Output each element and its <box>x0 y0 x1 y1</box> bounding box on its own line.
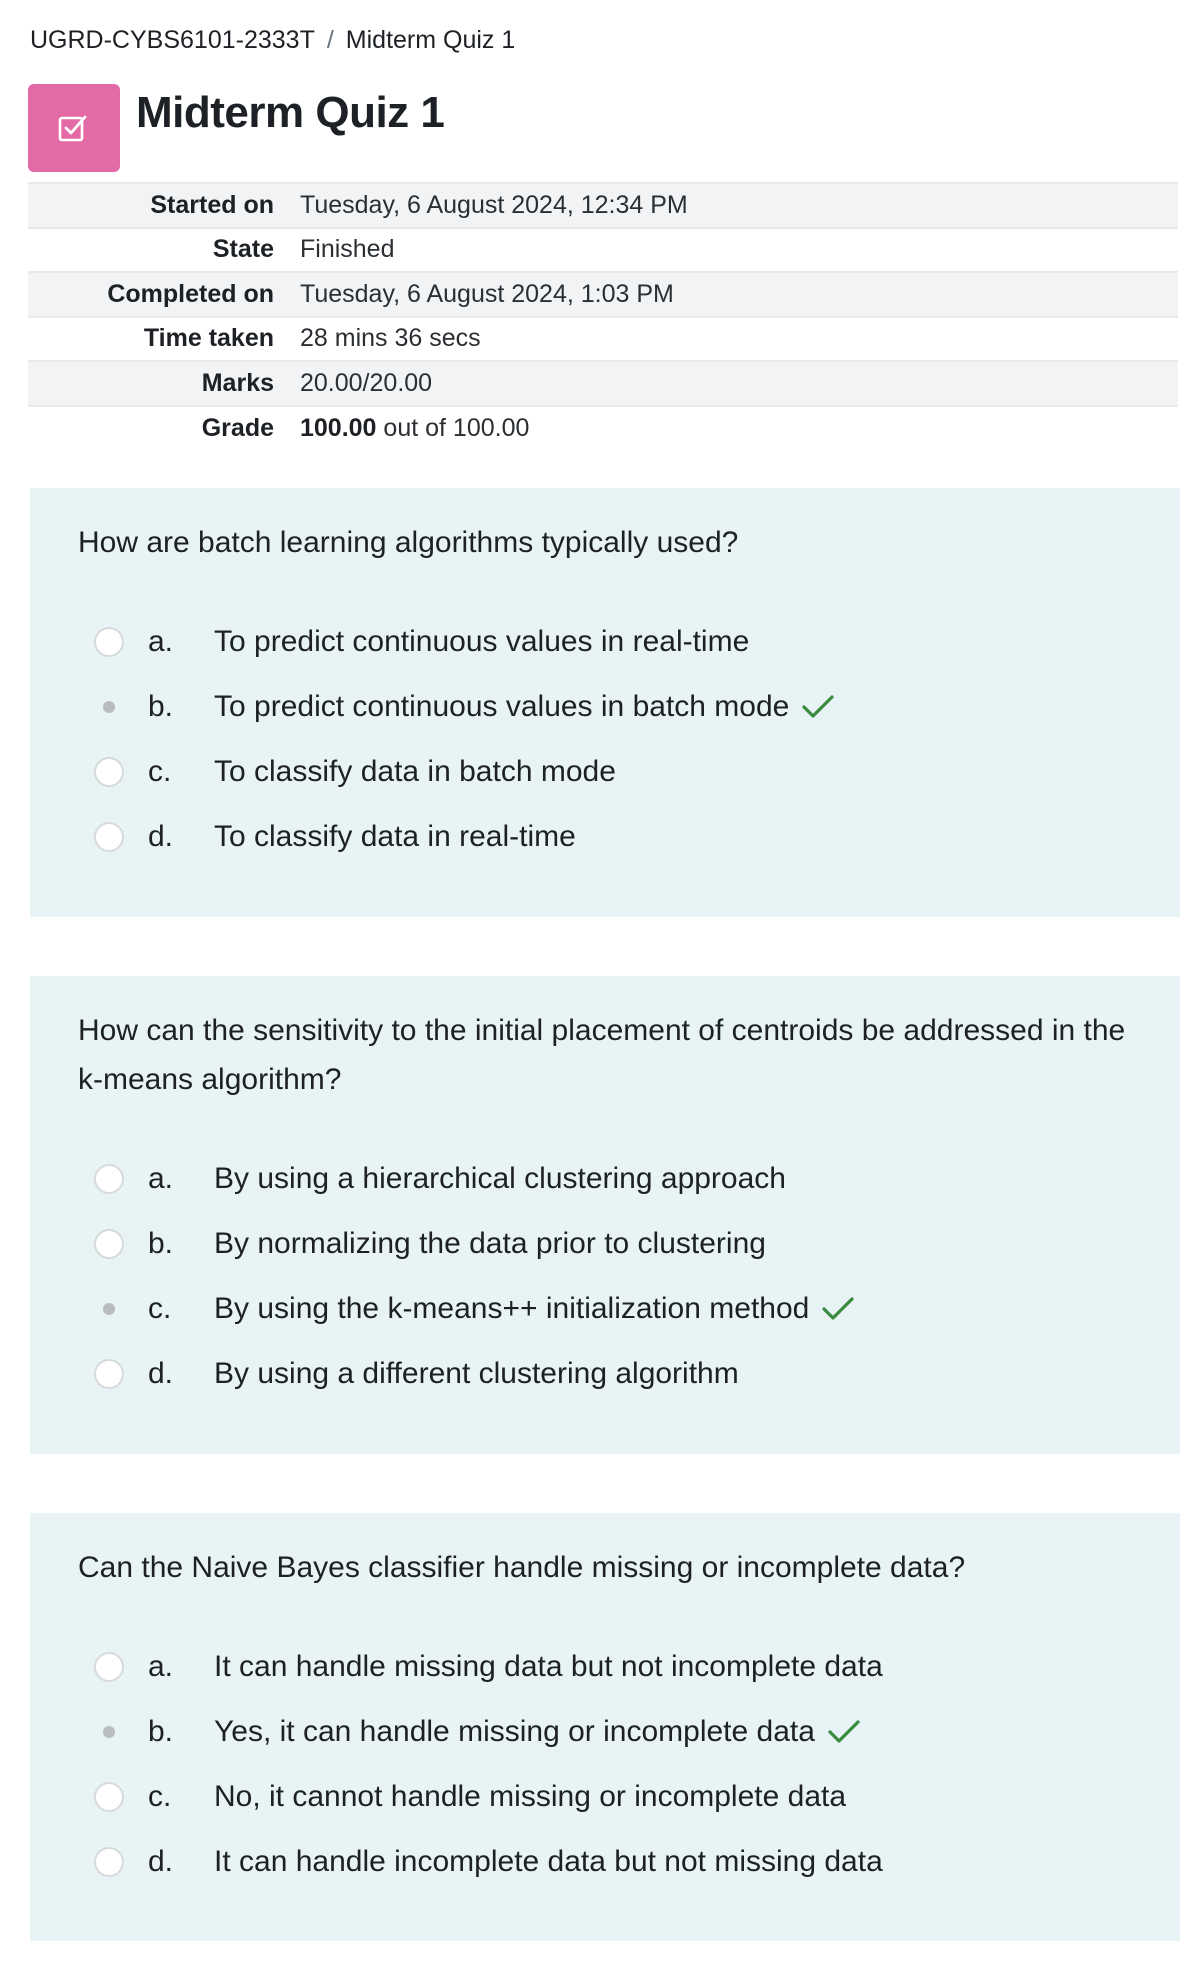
answer-text: It can handle incomplete data but not missing data <box>214 1844 883 1878</box>
correct-check-icon <box>827 1718 861 1746</box>
answer-text: By using a different clustering algorithm <box>214 1356 739 1390</box>
answer-letter: c. <box>148 1291 172 1325</box>
summary-value: 28 mins 36 secs <box>286 317 1178 362</box>
breadcrumb-separator: / <box>326 26 334 54</box>
answer-text: By using the k-means++ initialization method <box>214 1291 810 1325</box>
answer-option[interactable] <box>78 804 1132 869</box>
summary-label: Completed on <box>28 272 286 317</box>
radio-button[interactable] <box>94 822 124 852</box>
summary-row-grade <box>28 406 1178 451</box>
summary-value: Tuesday, 6 August 2024, 12:34 PM <box>286 183 1178 228</box>
page-title: Midterm Quiz 1 <box>136 88 445 137</box>
answer-letter: b. <box>148 1714 174 1748</box>
page-header <box>28 84 444 172</box>
correct-check-icon <box>821 1295 855 1323</box>
answer-list <box>78 609 1132 869</box>
answer-text: Yes, it can handle missing or incomplete data <box>214 1714 815 1748</box>
radio-button-selected[interactable] <box>94 692 124 722</box>
answer-letter: b. <box>148 689 174 723</box>
answer-option[interactable] <box>78 1764 1132 1829</box>
question-card <box>30 976 1180 1454</box>
answer-letter: c. <box>148 1779 172 1813</box>
summary-row-started-on <box>28 183 1178 228</box>
radio-button[interactable] <box>94 1847 124 1877</box>
answer-text: It can handle missing data but not incomplete data <box>214 1649 883 1683</box>
answer-list <box>78 1146 1132 1406</box>
grade-out-of: out of 100.00 <box>383 413 530 442</box>
answer-option[interactable] <box>78 1341 1132 1406</box>
summary-label: Marks <box>28 361 286 406</box>
breadcrumb-current-link[interactable]: Midterm Quiz 1 <box>345 26 516 54</box>
radio-button[interactable] <box>94 1359 124 1389</box>
answer-letter: a. <box>148 1649 174 1683</box>
summary-value <box>286 406 1178 451</box>
summary-label: State <box>28 228 286 273</box>
radio-button[interactable] <box>94 1652 124 1682</box>
answer-option[interactable] <box>78 1276 1132 1341</box>
radio-button-selected[interactable] <box>94 1294 124 1324</box>
answer-letter: a. <box>148 624 174 658</box>
question-text: How can the sensitivity to the initial placement of centroids be addressed in the k-means algorithm? <box>78 1014 1126 1096</box>
answer-letter: d. <box>148 1844 174 1878</box>
answer-letter: c. <box>148 754 172 788</box>
summary-row-completed-on <box>28 272 1178 317</box>
answer-text: To predict continuous values in real-time <box>214 624 750 658</box>
summary-label: Started on <box>28 183 286 228</box>
answer-option[interactable] <box>78 1211 1132 1276</box>
answer-letter: d. <box>148 1356 174 1390</box>
answer-text: To classify data in batch mode <box>214 754 616 788</box>
summary-value: Finished <box>286 228 1178 273</box>
answer-text: To classify data in real-time <box>214 819 576 853</box>
attempt-summary-table <box>28 182 1178 450</box>
answer-option[interactable] <box>78 1829 1132 1894</box>
answer-letter: b. <box>148 1226 174 1260</box>
summary-value: 20.00/20.00 <box>286 361 1178 406</box>
question-card <box>30 1513 1180 1941</box>
answer-option[interactable] <box>78 739 1132 804</box>
question-text: Can the Naive Bayes classifier handle missing or incomplete data? <box>78 1551 966 1584</box>
breadcrumb <box>30 26 515 55</box>
answer-option[interactable] <box>78 1699 1132 1764</box>
radio-button[interactable] <box>94 1782 124 1812</box>
answer-text: By using a hierarchical clustering approach <box>214 1161 786 1195</box>
summary-label: Time taken <box>28 317 286 362</box>
answer-text: To predict continuous values in batch mode <box>214 689 790 723</box>
radio-button[interactable] <box>94 1164 124 1194</box>
grade-score: 100.00 <box>300 413 377 442</box>
answer-option[interactable] <box>78 674 1132 739</box>
correct-check-icon <box>801 693 835 721</box>
radio-button[interactable] <box>94 1229 124 1259</box>
answer-letter: d. <box>148 819 174 853</box>
quiz-checkbox-icon <box>28 84 120 172</box>
answer-list <box>78 1634 1132 1894</box>
answer-letter: a. <box>148 1161 174 1195</box>
radio-button[interactable] <box>94 757 124 787</box>
answer-option[interactable] <box>78 1634 1132 1699</box>
question-card <box>30 488 1180 917</box>
summary-row-time-taken <box>28 317 1178 362</box>
radio-button[interactable] <box>94 627 124 657</box>
radio-button-selected[interactable] <box>94 1717 124 1747</box>
answer-text: By normalizing the data prior to clustering <box>214 1226 766 1260</box>
answer-text: No, it cannot handle missing or incomplete data <box>214 1779 847 1813</box>
question-text: How are batch learning algorithms typically used? <box>78 526 739 559</box>
summary-label: Grade <box>28 406 286 451</box>
summary-value: Tuesday, 6 August 2024, 1:03 PM <box>286 272 1178 317</box>
summary-row-marks <box>28 361 1178 406</box>
summary-row-state <box>28 228 1178 273</box>
answer-option[interactable] <box>78 609 1132 674</box>
breadcrumb-course-link[interactable]: UGRD-CYBS6101-2333T <box>30 26 315 54</box>
answer-option[interactable] <box>78 1146 1132 1211</box>
